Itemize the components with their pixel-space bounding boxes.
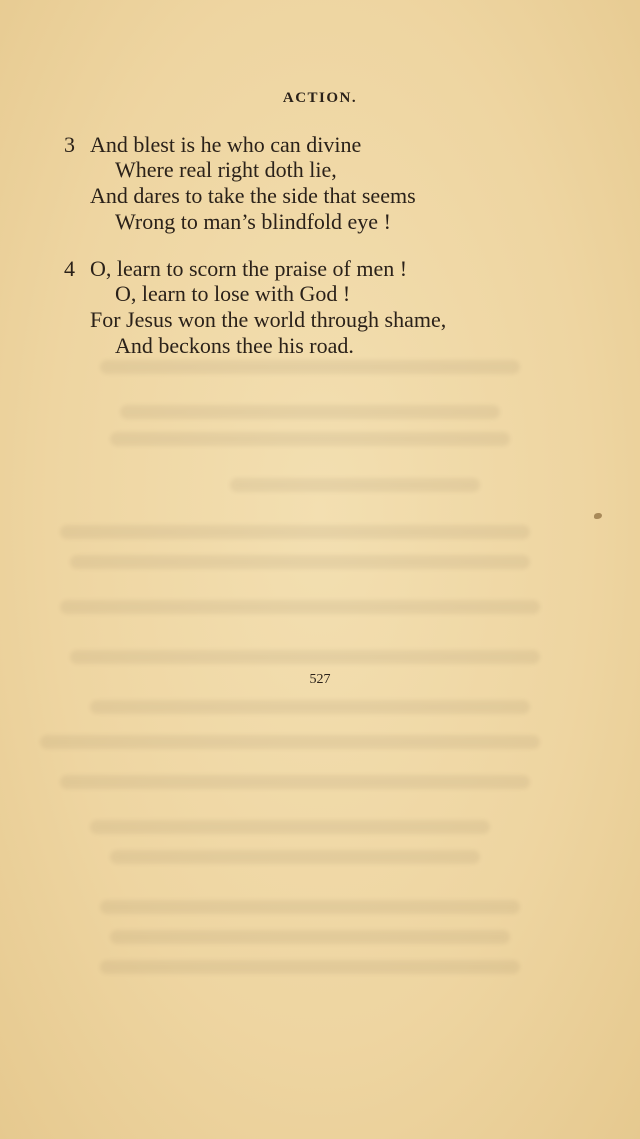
stanza-number: 4 <box>64 256 75 281</box>
stanza-number: 3 <box>64 132 75 157</box>
page-number: 527 <box>309 672 331 687</box>
verse-line: And blest is he who can divine <box>90 132 362 157</box>
running-head: ACTION. <box>282 90 358 106</box>
verse-line: For Jesus won the world through shame, <box>90 307 447 332</box>
verse-line: And beckons thee his road. <box>115 333 354 358</box>
verse-line: O, learn to scorn the praise of men ! <box>90 256 408 281</box>
paper-fleck <box>594 513 602 519</box>
stanza-3 <box>0 132 640 242</box>
verse-line: And dares to take the side that seems <box>90 183 416 208</box>
verse-line: Where real right doth lie, <box>115 157 337 182</box>
verse-line: O, learn to lose with God ! <box>115 281 351 306</box>
stanza-4 <box>0 256 640 366</box>
verse-line: Wrong to man’s blindfold eye ! <box>115 209 391 234</box>
